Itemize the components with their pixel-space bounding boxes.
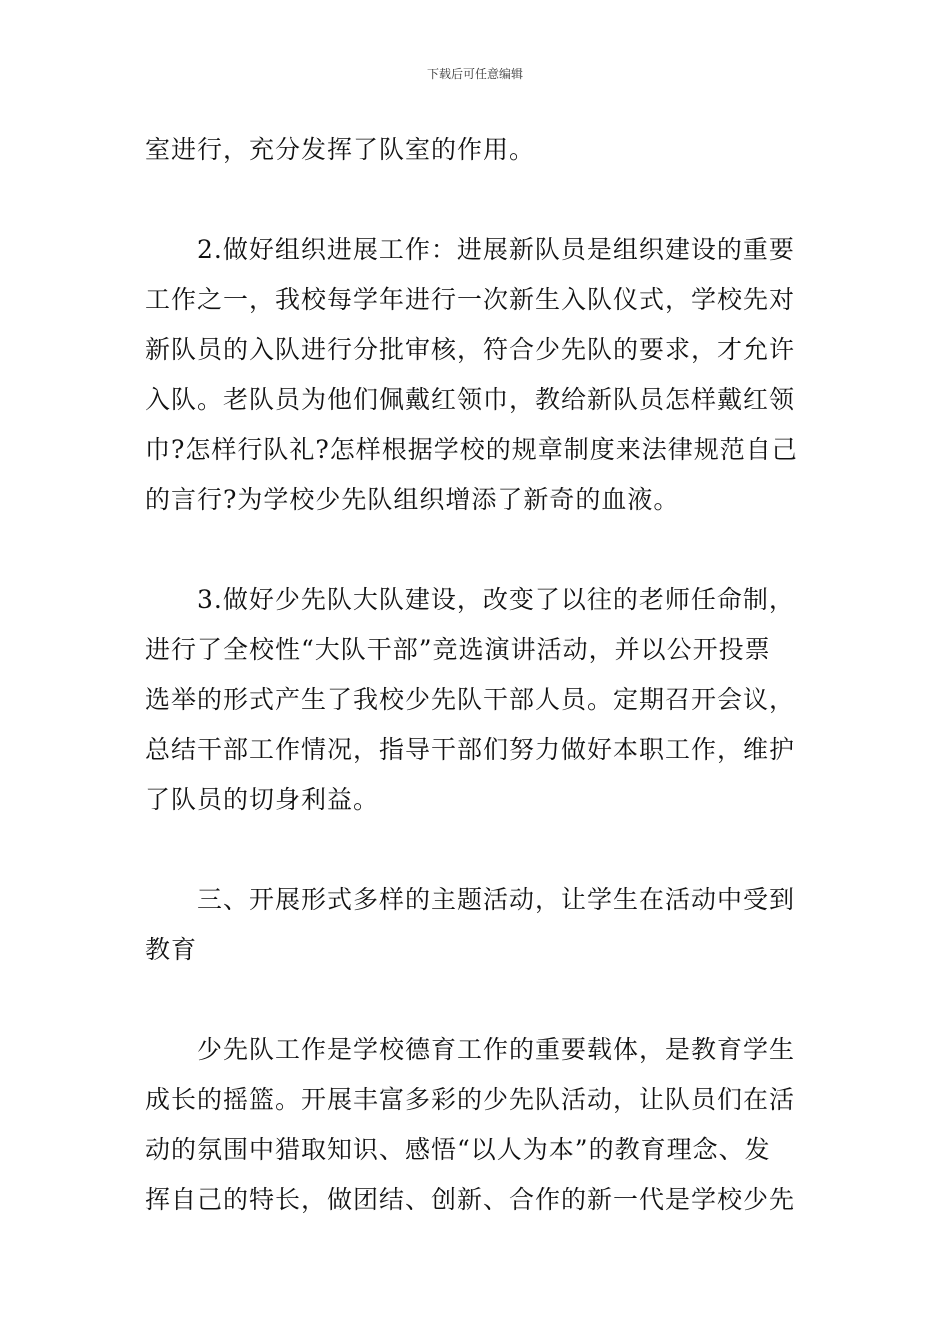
text-line: 2.做好组织进展工作：进展新队员是组织建设的重要: [145, 235, 795, 264]
paragraph-3: [145, 575, 807, 825]
document-body: [145, 125, 807, 1225]
text-line: 新队员的入队进行分批审核，符合少先队的要求，才允许: [145, 335, 796, 364]
text-line: 了队员的切身利益。: [145, 785, 380, 814]
page-header: 下载后可任意编辑: [426, 67, 523, 81]
text-line: 成长的摇篮。开展丰富多彩的少先队活动，让队员们在活: [145, 1085, 796, 1114]
paragraph-5: [145, 1025, 807, 1225]
paragraph-spacer: [145, 525, 807, 575]
text-line: 工作之一，我校每学年进行一次新生入队仪式，学校先对: [145, 285, 796, 314]
text-line: 教育: [145, 935, 198, 964]
text-line: 巾?怎样行队礼?怎样根据学校的规章制度来法律规范自己: [145, 435, 798, 464]
paragraph-spacer: [145, 975, 807, 1025]
text-line: 挥自己的特长，做团结、创新、合作的新一代是学校少先: [145, 1185, 796, 1214]
text-line: 入队。老队员为他们佩戴红领巾，教给新队员怎样戴红领: [145, 385, 796, 414]
text-line: 少先队工作是学校德育工作的重要载体，是教育学生: [145, 1035, 796, 1064]
paragraph-1: [145, 125, 807, 175]
paragraph-spacer: [145, 175, 807, 225]
text-line: 三、开展形式多样的主题活动，让学生在活动中受到: [145, 885, 796, 914]
text-line: 动的氛围中猎取知识、感悟“以人为本”的教育理念、发: [145, 1135, 771, 1164]
paragraph-spacer: [145, 825, 807, 875]
section-heading: [145, 875, 807, 975]
text-line: 总结干部工作情况，指导干部们努力做好本职工作，维护: [145, 735, 796, 764]
text-line: 选举的形式产生了我校少先队干部人员。定期召开会议，: [145, 685, 796, 714]
paragraph-2: [145, 225, 807, 525]
text-line: 3.做好少先队大队建设，改变了以往的老师任命制，: [145, 585, 795, 614]
text-line: 室进行，充分发挥了队室的作用。: [145, 135, 536, 164]
text-line: 的言行?为学校少先队组织增添了新奇的血液。: [145, 485, 680, 514]
text-line: 进行了全校性“大队干部”竞选演讲活动，并以公开投票: [145, 635, 771, 664]
